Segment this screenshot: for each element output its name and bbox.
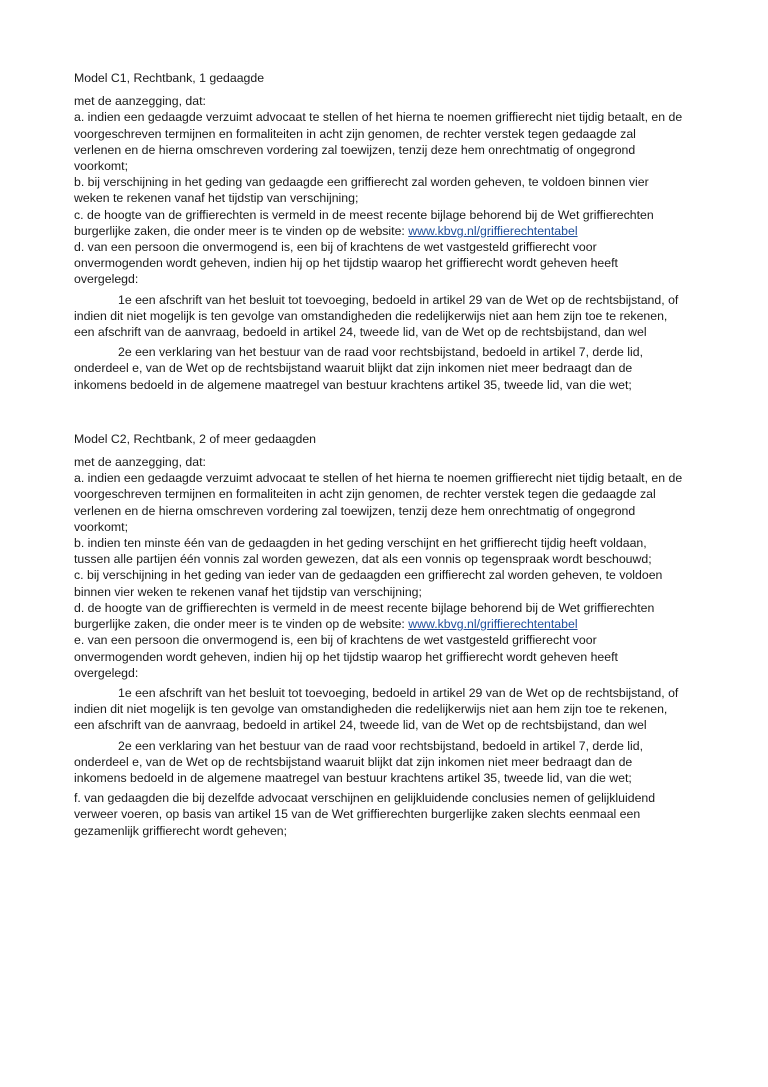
model-c1-title: Model C1, Rechtbank, 1 gedaagde	[74, 71, 265, 85]
model-c1-item-c-text: c. de hoogte van de griffierechten is vermeld in de meest recente bijlage behorend bij de Wet griffierechten burgerlijke zaken, die onder meer is te vinden op de website:	[74, 207, 654, 238]
model-c1-intro: met de aanzegging, dat:	[74, 94, 206, 109]
model-c2-item-e2: 2e een verklaring van het bestuur van de raad voor rechtsbijstand, bedoeld in artikel 7, derde lid, onderdeel e, van de Wet op de rechtsbijstand waaruit blijkt dat zijn inkomen niet meer bedraagt dan de inkomens bedoeld in de algemene maatregel van bestuur krachtens artikel 35, tweede lid, van die wet;	[74, 738, 643, 785]
model-c2-item-d-text: d. de hoogte van de griffierechten is vermeld in de meest recente bijlage behorend bij de Wet griffierechten burgerlijke zaken, die onder meer is te vinden op de website:	[74, 600, 655, 632]
model-c2-section	[74, 431, 684, 839]
model-c1-section	[74, 70, 684, 393]
kbvg-link[interactable]: www.kbvg.nl/griffierechtentabel	[408, 223, 578, 238]
model-c1-item-c	[74, 207, 684, 239]
model-c2-item-b: b. indien ten minste één van de gedaagden in het geding verschijnt en het griffierecht tijdig heeft voldaan, tussen alle partijen één vonnis zal worden gewezen, dat als een vonnis op tegenspraak wordt beschouwd;	[74, 536, 652, 567]
model-c1-item-d1: 1e een afschrift van het besluit tot toevoeging, bedoeld in artikel 29 van de Wet op de rechtsbijstand, of indien dit niet mogelijk is ten gevolge van omstandigheden die redelijkerwijs niet aan hem zijn toe te rekenen, een afschrift van de aanvraag, bedoeld in artikel 24, tweede lid, van de Wet op de rechtsbijstand, dan wel	[74, 292, 679, 340]
model-c2-intro: met de aanzegging, dat:	[74, 455, 206, 470]
model-c2-item-d	[74, 600, 684, 632]
model-c2-item-c: c. bij verschijning in het geding van ieder van de gedaagden een griffierecht zal worden geheven, te voldoen binnen vier weken te rekenen vanaf het tijdstip van verschijning;	[74, 568, 663, 599]
model-c2-item-a: a. indien een gedaagde verzuimt advocaat te stellen of het hierna te noemen griffierecht niet tijdig betaalt, en de voorgeschreven termijnen en formaliteiten in acht zijn genomen, de rechter verstek tegen die gedaagde zal verlenen en de hierna omschreven vordering zal toewijzen, tenzij deze hem onrechtmatig of ongegrond voorkomt;	[74, 471, 683, 534]
model-c1-item-d2: 2e een verklaring van het bestuur van de raad voor rechtsbijstand, bedoeld in artikel 7, derde lid, onderdeel e, van de Wet op de rechtsbijstand waaruit blijkt dat zijn inkomen niet meer bedraagt dan de inkomens bedoeld in de algemene maatregel van bestuur krachtens artikel 35, tweede lid, van die wet;	[74, 345, 643, 392]
model-c2-item-e: e. van een persoon die onvermogend is, een bij of krachtens de wet vastgesteld griffierecht voor onvermogenden wordt geheven, indien hij op het tijdstip waarop het griffierecht wordt geheven heeft overgelegd:	[74, 633, 618, 680]
kbvg-link[interactable]: www.kbvg.nl/griffierechtentabel	[408, 617, 578, 632]
model-c1-item-a: a. indien een gedaagde verzuimt advocaat te stellen of het hierna te noemen griffierecht niet tijdig betaalt, en de voorgeschreven termijnen en formaliteiten in acht zijn genomen, de rechter verstek tegen gedaagde zal verlenen en de hierna omschreven vordering zal toewijzen, tenzij deze hem onrechtmatig of ongegrond voorkomt;	[74, 110, 683, 174]
model-c1-item-b: b. bij verschijning in het geding van gedaagde een griffierecht zal worden geheven, te voldoen binnen vier weken te rekenen vanaf het tijdstip van verschijning;	[74, 175, 649, 206]
model-c2-item-f: f. van gedaagden die bij dezelfde advocaat verschijnen en gelijkluidende conclusies nemen of gelijkluidend verweer voeren, op basis van artikel 15 van de Wet griffierechten burgerlijke zaken slechts eenmaal een gezamenlijk griffierecht wordt geheven;	[74, 791, 656, 838]
model-c2-title: Model C2, Rechtbank, 2 of meer gedaagden	[74, 431, 316, 446]
model-c2-item-e1: 1e een afschrift van het besluit tot toevoeging, bedoeld in artikel 29 van de Wet op de rechtsbijstand, of indien dit niet mogelijk is ten gevolge van omstandigheden die redelijkerwijs niet aan hem zijn toe te rekenen, een afschrift van de aanvraag, bedoeld in artikel 24, tweede lid, van de Wet op de rechtsbijstand, dan wel	[74, 685, 679, 733]
model-c1-item-d: d. van een persoon die onvermogend is, een bij of krachtens de wet vastgesteld griffierecht voor onvermogenden wordt geheven, indien hij op het tijdstip waarop het griffierecht wordt geheven heeft overgelegd:	[74, 240, 618, 287]
